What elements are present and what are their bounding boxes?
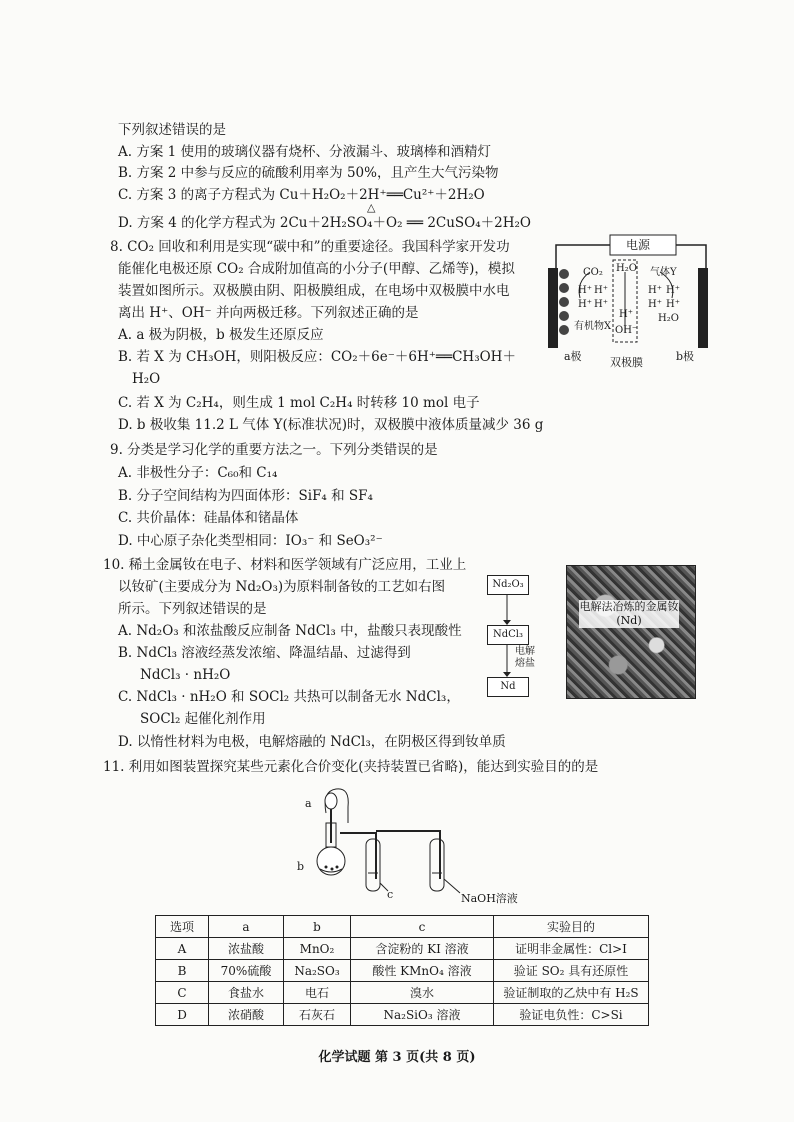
table-cell: B xyxy=(156,960,209,982)
q7-option-c: C. 方案 3 的离子方程式为 Cu＋H₂O₂＋2H⁺══Cu²⁺＋2H₂O xyxy=(118,187,485,203)
q10-option-a: A. Nd₂O₃ 和浓盐酸反应制备 NdCl₃ 中，盐酸只表现酸性 xyxy=(118,623,462,639)
apparatus-label-b: b xyxy=(297,860,305,873)
table-cell: 验证 SO₂ 具有还原性 xyxy=(494,960,649,982)
electrode-a xyxy=(548,268,558,348)
power-supply-label: 电源 xyxy=(626,238,651,252)
table-cell: C xyxy=(156,982,209,1004)
h-ion-left-2: H⁺ xyxy=(594,285,608,296)
q8-stem-line4: 离出 H⁺、OH⁻ 并向两极迁移。下列叙述正确的是 xyxy=(118,305,419,321)
h2o-membrane-label: H₂O xyxy=(616,263,637,274)
gas-apparatus-diagram xyxy=(300,783,490,903)
table-header: 实验目的 xyxy=(494,916,649,938)
h-ion-left-1: H⁺ xyxy=(578,285,592,296)
table-cell: A xyxy=(156,938,209,960)
h-ion-right-1: H⁺ xyxy=(648,285,662,296)
q8-option-d: D. b 极收集 11.2 L 气体 Y(标准状况)时，双极膜中液体质量减少 36 g xyxy=(118,417,544,433)
table-cell: 石灰石 xyxy=(284,1004,351,1026)
q9-option-d: D. 中心原子杂化类型相同：IO₃⁻ 和 SeO₃²⁻ xyxy=(118,533,383,549)
q11-stem: 11. 利用如图装置探究某些元素化合价变化(夹持装置已省略)，能达到实验目的的是 xyxy=(103,759,599,775)
photo-caption: 电解法冶炼的金属钕(Nd) xyxy=(579,600,679,627)
q9-option-c: C. 共价晶体：硅晶体和锗晶体 xyxy=(118,510,299,526)
bipolar-membrane-label: 双极膜 xyxy=(610,356,643,369)
h-ion-right-2: H⁺ xyxy=(666,285,680,296)
q8-stem-line3: 装置如图所示。双极膜由阴、阳极膜组成，在电场中双极膜中水电 xyxy=(118,283,510,299)
q10-option-c-line2: SOCl₂ 起催化剂作用 xyxy=(140,711,266,727)
q10-stem-line3: 所示。下列叙述错误的是 xyxy=(118,601,267,617)
h-ion-left-4: H⁺ xyxy=(594,299,608,310)
flow-arrows xyxy=(500,594,514,678)
oh-ion-label: OH⁻ xyxy=(615,325,638,336)
table-cell: 浓盐酸 xyxy=(209,938,284,960)
table-row xyxy=(156,938,649,960)
flow-box-nd2o3: Nd₂O₃ xyxy=(487,575,529,595)
q8-option-c: C. 若 X 为 C₂H₄，则生成 1 mol C₂H₄ 时转移 10 mol 电子 xyxy=(118,395,480,411)
q8-stem-line1: 8. CO₂ 回收和利用是实现“碳中和”的重要途径。我国科学家开发功 xyxy=(110,239,510,255)
table-cell: D xyxy=(156,1004,209,1026)
q10-stem-line1: 10. 稀土金属钕在电子、材料和医学领域有广泛应用，工业上 xyxy=(103,557,467,573)
q10-option-c-line1: C. NdCl₃ · nH₂O 和 SOCl₂ 共热可以制备无水 NdCl₃， xyxy=(118,689,460,705)
q8-stem-line2: 能催化电极还原 CO₂ 合成附加值高的小分子(甲醇、乙烯等)，模拟 xyxy=(118,261,515,277)
q10-option-d: D. 以惰性材料为电极，电解熔融的 NdCl₃，在阴极区得到钕单质 xyxy=(118,734,506,750)
table-cell: 含淀粉的 KI 溶液 xyxy=(351,938,494,960)
table-header-row xyxy=(156,916,649,938)
table-cell: 食盐水 xyxy=(209,982,284,1004)
q11-options-table xyxy=(155,915,649,1026)
table-cell: 验证制取的乙炔中有 H₂S xyxy=(494,982,649,1004)
electrode-b-label: b极 xyxy=(676,350,695,363)
table-cell: 酸性 KMnO₄ 溶液 xyxy=(351,960,494,982)
q9-stem: 9. 分类是学习化学的重要方法之一。下列分类错误的是 xyxy=(110,442,438,458)
h-ion-left-3: H⁺ xyxy=(578,299,592,310)
apparatus-label-c: c xyxy=(387,888,394,901)
organic-x-label: 有机物X xyxy=(574,321,612,332)
gas-y-label: 气体Y xyxy=(650,267,677,278)
q7-option-a: A. 方案 1 使用的玻璃仪器有烧杯、分液漏斗、玻璃棒和酒精灯 xyxy=(118,144,492,160)
page-footer: 化学试题 第 3 页(共 8 页) xyxy=(318,1050,476,1065)
table-header: 选项 xyxy=(156,916,209,938)
q7-option-d: D. 方案 4 的化学方程式为 2Cu＋2H₂SO₄＋O₂ ══ 2CuSO₄＋2H₂O xyxy=(118,215,532,231)
flow-electrolysis-label: 电解熔盐 xyxy=(515,646,535,669)
electrode-b xyxy=(698,268,708,348)
q7-option-b: B. 方案 2 中参与反应的硫酸利用率为 50%，且产生大气污染物 xyxy=(118,165,499,181)
table-cell: 验证电负性：C>Si xyxy=(494,1004,649,1026)
h-ion-right-3: H⁺ xyxy=(648,299,662,310)
table-cell: 70%硫酸 xyxy=(209,960,284,982)
table-header: c xyxy=(351,916,494,938)
table-header: b xyxy=(284,916,351,938)
table-row xyxy=(156,960,649,982)
table-cell: MnO₂ xyxy=(284,938,351,960)
table-cell: Na₂SiO₃ 溶液 xyxy=(351,1004,494,1026)
q8-option-b-line2: H₂O xyxy=(132,371,161,387)
table-cell: Na₂SO₃ xyxy=(284,960,351,982)
q10-option-b-line1: B. NdCl₃ 溶液经蒸发浓缩、降温结晶、过滤得到 xyxy=(118,645,411,661)
table-cell: 证明非金属性：Cl>I xyxy=(494,938,649,960)
table-cell: 电石 xyxy=(284,982,351,1004)
table-header: a xyxy=(209,916,284,938)
q9-option-b: B. 分子空间结构为四面体形：SiF₄ 和 SF₄ xyxy=(118,488,373,504)
apparatus-label-naoh: NaOH溶液 xyxy=(461,892,518,905)
q9-option-a: A. 非极性分子：C₆₀和 C₁₄ xyxy=(118,465,278,481)
q7-heat-condition: △ xyxy=(367,201,376,214)
q7-stem: 下列叙述错误的是 xyxy=(118,122,226,138)
electrode-a-label: a极 xyxy=(564,350,582,363)
q10-stem-line2: 以钕矿(主要成分为 Nd₂O₃)为原料制备钕的工艺如右图 xyxy=(118,579,446,595)
co2-label: CO₂ xyxy=(583,267,603,278)
flow-box-ndcl3: NdCl₃ xyxy=(487,625,529,645)
table-cell: 溴水 xyxy=(351,982,494,1004)
table-row xyxy=(156,982,649,1004)
h-ion-right-4: H⁺ xyxy=(666,299,680,310)
h-ion-membrane: H⁺ xyxy=(619,309,633,320)
q8-option-b-line1: B. 若 X 为 CH₃OH，则阳极反应：CO₂＋6e⁻＋6H⁺══CH₃OH＋ xyxy=(118,349,516,365)
table-cell: 浓硝酸 xyxy=(209,1004,284,1026)
q8-option-a: A. a 极为阴极，b 极发生还原反应 xyxy=(118,327,324,343)
apparatus-label-a: a xyxy=(305,797,312,810)
table-row xyxy=(156,1004,649,1026)
q10-option-b-line2: NdCl₃ · nH₂O xyxy=(140,667,231,683)
neodymium-photo xyxy=(566,565,696,699)
h2o-right-label: H₂O xyxy=(658,313,679,324)
flow-box-nd: Nd xyxy=(487,677,529,697)
